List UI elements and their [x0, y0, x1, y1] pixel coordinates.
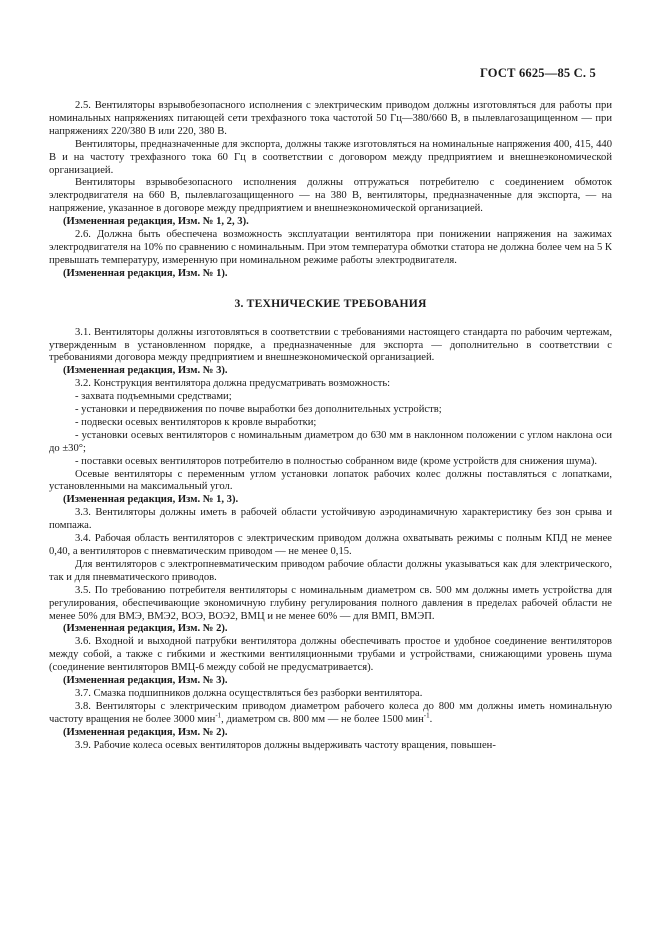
paragraph-3-8-text-b: , диаметром св. 800 мм — не более 1500 мин — [221, 713, 424, 725]
paragraph-3-8 — [49, 701, 612, 727]
unit-exponent: -1 — [215, 711, 222, 720]
list-item: - захвата подъемными средствами; — [75, 391, 232, 403]
paragraph-3-3: 3.3. Вентиляторы должны иметь в рабочей области устойчивую аэродинамичную характеристику без зон срыва и помпажа. — [49, 507, 612, 532]
document-body — [49, 100, 612, 753]
change-note-2-5: (Измененная редакция, Изм. № 1, 2, 3). — [63, 216, 249, 228]
paragraph-3-9: 3.9. Рабочие колеса осевых вентиляторов должны выдерживать частоту вращения, повышен- — [75, 739, 496, 751]
paragraph-3-7: 3.7. Смазка подшипников должна осуществляться без разборки вентилятора. — [75, 687, 423, 699]
change-note-3-1: (Измененная редакция, Изм. № 3). — [63, 365, 228, 377]
list-item: - установки и передвижения по почве выработки без дополнительных устройств; — [75, 404, 442, 416]
paragraph-3-2-blades: Осевые вентиляторы с переменным углом установки лопаток рабочих колес должны поставляться с лопатками, установленными на максимальный угол. — [49, 468, 612, 493]
paragraph-2-5-shipping: Вентиляторы взрывобезопасного исполнения должны отгружаться потребителю с соединением обмоток электродвигателя на 660 В, пылевлагозащищенного — на 380 В, вентиляторы, предназначенные для экспорта, — на напряжение, указанное в договоре между предприятием и внешнеэкономической организацией. — [49, 177, 612, 215]
change-note-3-2: (Измененная редакция, Изм. № 1, 3). — [63, 494, 239, 506]
list-item: - установки осевых вентиляторов с номинальным диаметром до 630 мм в наклонном положении с углом наклона оси до ±30°; — [49, 429, 612, 454]
paragraph-3-1: 3.1. Вентиляторы должны изготовляться в соответствии с требованиями настоящего стандарта по рабочим чертежам, утвержденным в установленном порядке, а предназначенные для экспорта — дополнительно в соответствии с требованиями договора между предприятием и внешнеэкономической организацией. — [49, 326, 612, 364]
unit-exponent: -1 — [423, 711, 430, 720]
change-note-3-8: (Измененная редакция, Изм. № 2). — [63, 726, 228, 738]
paragraph-2-6: 2.6. Должна быть обеспечена возможность эксплуатации вентилятора при понижении напряжения на зажимах электродвигателя на 10% по сравнению с номинальным. При этом температура обмотки статора не должна более чем на 5 К превышать температуру, измеренную при номинальном режиме работы электродвигателя. — [49, 229, 612, 266]
paragraph-3-4-pneumatic: Для вентиляторов с электропневматическим приводом рабочие области должны указываться как для электрического, так и для пневматического приводов. — [49, 558, 612, 583]
paragraph-2-5: 2.5. Вентиляторы взрывобезопасного исполнения с электрическим приводом должны изготовляться для работы при номинальных напряжениях питающей сети трехфазного тока частотой 50 Гц—380/660 В, в пылевлагозащищенном — при напряжениях 220/380 В или 220, 380 В. — [49, 100, 612, 137]
paragraph-2-5-export: Вентиляторы, предназначенные для экспорта, должны также изготовляться на номинальные напряжения 400, 415, 440 В и на частоту трехфазного тока 60 Гц в соответствии с договором между предприятием и внешнеэкономической организацией. — [49, 138, 612, 176]
list-item: - поставки осевых вентиляторов потребителю в полностью собранном виде (кроме устройств для снижения шума). — [75, 455, 598, 467]
paragraph-3-8-text-c: . — [429, 713, 433, 725]
paragraph-3-6: 3.6. Входной и выходной патрубки вентилятора должны обеспечивать простое и удобное соединение вентиляторов между собой, а также с гибкими и жесткими вентиляционными трубами и устройствами, снижающими уровень шума (соединение вентиляторов ВМЦ-6 между собой не предусматривается). — [49, 636, 612, 674]
page-header: ГОСТ 6625—85 С. 5 — [479, 66, 596, 80]
list-item: - подвески осевых вентиляторов к кровле выработки; — [75, 416, 317, 428]
paragraph-3-4: 3.4. Рабочая область вентиляторов с электрическим приводом должна охватывать режимы с полным КПД не менее 0,40, а вентиляторов с пневматическим приводом — не менее 0,15. — [49, 533, 612, 557]
paragraph-3-5: 3.5. По требованию потребителя вентиляторы с номинальным диаметром св. 500 мм должны иметь устройства для регулирования, обеспечивающие экономичную глубину регулирования полного давления в пределах рабочей области не менее 50% для ВМЭ, ВМЭ2, ВОЭ, ВОЭ2, ВМЦ и не менее 60% — для ВМП, ВМЭП. — [49, 584, 612, 622]
paragraph-3-8-text-a: 3.8. Вентиляторы с электрическим приводом диаметром рабочего колеса до 800 мм должны иметь номинальную частоту вращения не более 3000 мин — [49, 700, 612, 725]
change-note-3-5: (Измененная редакция, Изм. № 2). — [63, 623, 228, 635]
change-note-2-6: (Измененная редакция, Изм. № 1). — [63, 267, 228, 279]
change-note-3-6: (Измененная редакция, Изм. № 3). — [63, 675, 228, 687]
section-title: 3. ТЕХНИЧЕСКИЕ ТРЕБОВАНИЯ — [234, 296, 427, 310]
paragraph-3-2: 3.2. Конструкция вентилятора должна предусматривать возможность: — [75, 378, 391, 390]
